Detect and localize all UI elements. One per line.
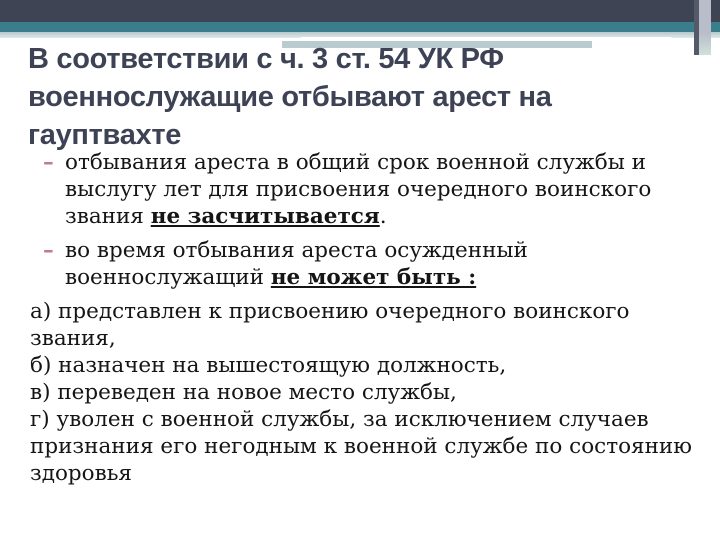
list-item-a: а) представлен к присвоению очередного воинского звания,: [30, 299, 630, 351]
header-dark-bar: [0, 0, 720, 22]
bullet-1-tail: .: [379, 204, 387, 229]
lettered-list: [30, 298, 694, 487]
corner-accent-stripe-light: [699, 0, 711, 55]
bullet-1-text: отбывания ареста в общий срок военной службы и выслугу лет для присвоения очередного воинского звания: [65, 150, 652, 229]
bullet-item-1: [30, 149, 694, 230]
list-item-v: в) переведен на новое место службы,: [30, 380, 457, 405]
slide-body: [30, 149, 694, 487]
header-teal-bar: [0, 22, 720, 32]
bullet-2-text: во время отбывания ареста осужденный военнослужащий: [65, 238, 528, 290]
bullet-item-2: [30, 237, 694, 291]
list-item-b: б) назначен на вышестоящую должность,: [30, 353, 507, 378]
slide-title-line-2: военнослужащие отбывают арест на: [28, 81, 552, 114]
slide-title-line-1: В соответствии с ч. 3 ст. 54 УК РФ: [28, 43, 504, 76]
slide-title-line-3: гауптвахте: [28, 119, 182, 152]
bullet-dash-icon: –: [43, 238, 54, 263]
bullet-dash-icon: –: [43, 150, 54, 175]
list-item-g: г) уволен с военной службы, за исключением случаев признания его негодным к военной службе по состоянию здоровья: [30, 407, 692, 486]
slide-title: [28, 40, 648, 154]
bullet-1-emphasis: не засчитывается: [150, 204, 380, 229]
bullet-2-emphasis: не может быть :: [270, 265, 477, 290]
